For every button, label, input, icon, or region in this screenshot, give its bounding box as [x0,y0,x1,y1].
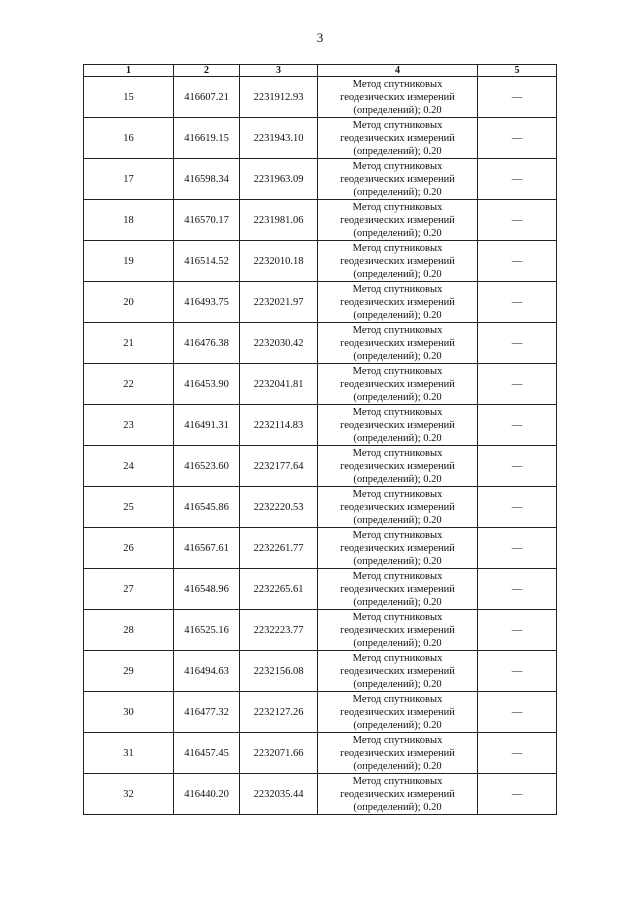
note-cell: — [478,364,557,405]
point-number-cell: 15 [84,77,174,118]
table-row [84,692,557,733]
point-number-cell: 26 [84,528,174,569]
method-line: геодезических измерений [340,788,455,800]
point-number-cell: 27 [84,569,174,610]
x-coordinate-cell: 416494.63 [174,651,240,692]
method-line: (определений); 0.20 [353,719,442,731]
method-line: (определений); 0.20 [353,145,442,157]
y-coordinate-cell: 2232177.64 [240,446,318,487]
method-line: (определений); 0.20 [353,514,442,526]
method-line: Метод спутниковых [352,365,443,377]
method-cell [318,405,478,446]
x-coordinate-cell: 416598.34 [174,159,240,200]
table-row [84,733,557,774]
method-line: (определений); 0.20 [353,432,442,444]
x-coordinate-cell: 416440.20 [174,774,240,815]
y-coordinate-cell: 2232156.08 [240,651,318,692]
y-coordinate-cell: 2232261.77 [240,528,318,569]
table-row [84,200,557,241]
method-line: Метод спутниковых [352,242,443,254]
method-cell [318,159,478,200]
method-cell [318,528,478,569]
table-row [84,610,557,651]
method-line: Метод спутниковых [352,283,443,295]
method-line: (определений); 0.20 [353,309,442,321]
point-number-cell: 31 [84,733,174,774]
x-coordinate-cell: 416514.52 [174,241,240,282]
method-cell [318,610,478,651]
method-line: Метод спутниковых [352,693,443,705]
note-cell: — [478,487,557,528]
coordinates-table [83,64,557,815]
method-cell [318,733,478,774]
method-line: геодезических измерений [340,460,455,472]
method-cell [318,282,478,323]
y-coordinate-cell: 2231981.06 [240,200,318,241]
x-coordinate-cell: 416607.21 [174,77,240,118]
x-coordinate-cell: 416548.96 [174,569,240,610]
note-cell: — [478,159,557,200]
method-line: геодезических измерений [340,419,455,431]
point-number-cell: 23 [84,405,174,446]
point-number-cell: 21 [84,323,174,364]
y-coordinate-cell: 2232035.44 [240,774,318,815]
method-line: геодезических измерений [340,214,455,226]
point-number-cell: 32 [84,774,174,815]
point-number-cell: 29 [84,651,174,692]
note-cell: — [478,405,557,446]
column-header-1: 1 [84,65,174,77]
method-line: Метод спутниковых [352,78,443,90]
table-body [84,77,557,815]
table-row [84,569,557,610]
method-line: (определений); 0.20 [353,678,442,690]
method-line: геодезических измерений [340,624,455,636]
y-coordinate-cell: 2231943.10 [240,118,318,159]
page-number: 3 [316,30,324,45]
table-header-row [84,65,557,77]
method-line: Метод спутниковых [352,488,443,500]
method-line: Метод спутниковых [352,119,443,131]
method-line: геодезических измерений [340,296,455,308]
point-number-cell: 30 [84,692,174,733]
y-coordinate-cell: 2232265.61 [240,569,318,610]
method-line: геодезических измерений [340,706,455,718]
method-line: геодезических измерений [340,337,455,349]
y-coordinate-cell: 2232030.42 [240,323,318,364]
table-row [84,487,557,528]
method-line: геодезических измерений [340,665,455,677]
x-coordinate-cell: 416476.38 [174,323,240,364]
method-line: геодезических измерений [340,583,455,595]
x-coordinate-cell: 416567.61 [174,528,240,569]
table-row [84,159,557,200]
table-row [84,323,557,364]
method-line: Метод спутниковых [352,406,443,418]
point-number-cell: 17 [84,159,174,200]
table-row [84,528,557,569]
method-cell [318,323,478,364]
table-row [84,282,557,323]
method-cell [318,77,478,118]
note-cell: — [478,528,557,569]
note-cell: — [478,282,557,323]
note-cell: — [478,446,557,487]
table-row [84,405,557,446]
note-cell: — [478,651,557,692]
method-cell [318,241,478,282]
method-line: Метод спутниковых [352,201,443,213]
method-line: геодезических измерений [340,501,455,513]
column-header-4: 4 [318,65,478,77]
y-coordinate-cell: 2232021.97 [240,282,318,323]
method-line: геодезических измерений [340,747,455,759]
point-number-cell: 19 [84,241,174,282]
method-line: (определений); 0.20 [353,104,442,116]
method-cell [318,569,478,610]
method-cell [318,364,478,405]
method-line: геодезических измерений [340,132,455,144]
column-header-2: 2 [174,65,240,77]
method-line: Метод спутниковых [352,652,443,664]
point-number-cell: 20 [84,282,174,323]
method-line: (определений); 0.20 [353,227,442,239]
method-line: (определений); 0.20 [353,637,442,649]
point-number-cell: 25 [84,487,174,528]
method-line: геодезических измерений [340,173,455,185]
method-line: Метод спутниковых [352,570,443,582]
method-cell [318,487,478,528]
x-coordinate-cell: 416457.45 [174,733,240,774]
table-row [84,77,557,118]
x-coordinate-cell: 416545.86 [174,487,240,528]
point-number-cell: 16 [84,118,174,159]
method-line: Метод спутниковых [352,529,443,541]
method-line: (определений); 0.20 [353,268,442,280]
x-coordinate-cell: 416477.32 [174,692,240,733]
method-line: Метод спутниковых [352,775,443,787]
method-line: (определений); 0.20 [353,801,442,813]
method-line: (определений); 0.20 [353,186,442,198]
table-row [84,446,557,487]
method-cell [318,651,478,692]
method-line: (определений); 0.20 [353,391,442,403]
method-line: геодезических измерений [340,91,455,103]
note-cell: — [478,241,557,282]
point-number-cell: 24 [84,446,174,487]
y-coordinate-cell: 2232071.66 [240,733,318,774]
method-line: геодезических измерений [340,542,455,554]
table-row [84,774,557,815]
method-cell [318,692,478,733]
y-coordinate-cell: 2232041.81 [240,364,318,405]
note-cell: — [478,323,557,364]
x-coordinate-cell: 416453.90 [174,364,240,405]
y-coordinate-cell: 2232220.53 [240,487,318,528]
method-line: Метод спутниковых [352,734,443,746]
table-row [84,364,557,405]
note-cell: — [478,118,557,159]
x-coordinate-cell: 416525.16 [174,610,240,651]
method-cell [318,446,478,487]
x-coordinate-cell: 416619.15 [174,118,240,159]
method-line: (определений); 0.20 [353,760,442,772]
y-coordinate-cell: 2232010.18 [240,241,318,282]
method-line: (определений); 0.20 [353,473,442,485]
table-row [84,118,557,159]
y-coordinate-cell: 2232127.26 [240,692,318,733]
method-line: (определений); 0.20 [353,596,442,608]
note-cell: — [478,610,557,651]
method-line: (определений); 0.20 [353,350,442,362]
column-header-5: 5 [478,65,557,77]
method-line: (определений); 0.20 [353,555,442,567]
point-number-cell: 18 [84,200,174,241]
note-cell: — [478,569,557,610]
x-coordinate-cell: 416523.60 [174,446,240,487]
method-cell [318,774,478,815]
y-coordinate-cell: 2231963.09 [240,159,318,200]
x-coordinate-cell: 416493.75 [174,282,240,323]
x-coordinate-cell: 416570.17 [174,200,240,241]
column-header-3: 3 [240,65,318,77]
y-coordinate-cell: 2232223.77 [240,610,318,651]
y-coordinate-cell: 2232114.83 [240,405,318,446]
y-coordinate-cell: 2231912.93 [240,77,318,118]
note-cell: — [478,200,557,241]
method-line: Метод спутниковых [352,324,443,336]
note-cell: — [478,77,557,118]
method-cell [318,118,478,159]
method-line: Метод спутниковых [352,611,443,623]
point-number-cell: 22 [84,364,174,405]
method-line: Метод спутниковых [352,160,443,172]
table-row [84,651,557,692]
note-cell: — [478,692,557,733]
note-cell: — [478,733,557,774]
method-cell [318,200,478,241]
table-row [84,241,557,282]
note-cell: — [478,774,557,815]
point-number-cell: 28 [84,610,174,651]
method-line: геодезических измерений [340,378,455,390]
x-coordinate-cell: 416491.31 [174,405,240,446]
method-line: Метод спутниковых [352,447,443,459]
method-line: геодезических измерений [340,255,455,267]
